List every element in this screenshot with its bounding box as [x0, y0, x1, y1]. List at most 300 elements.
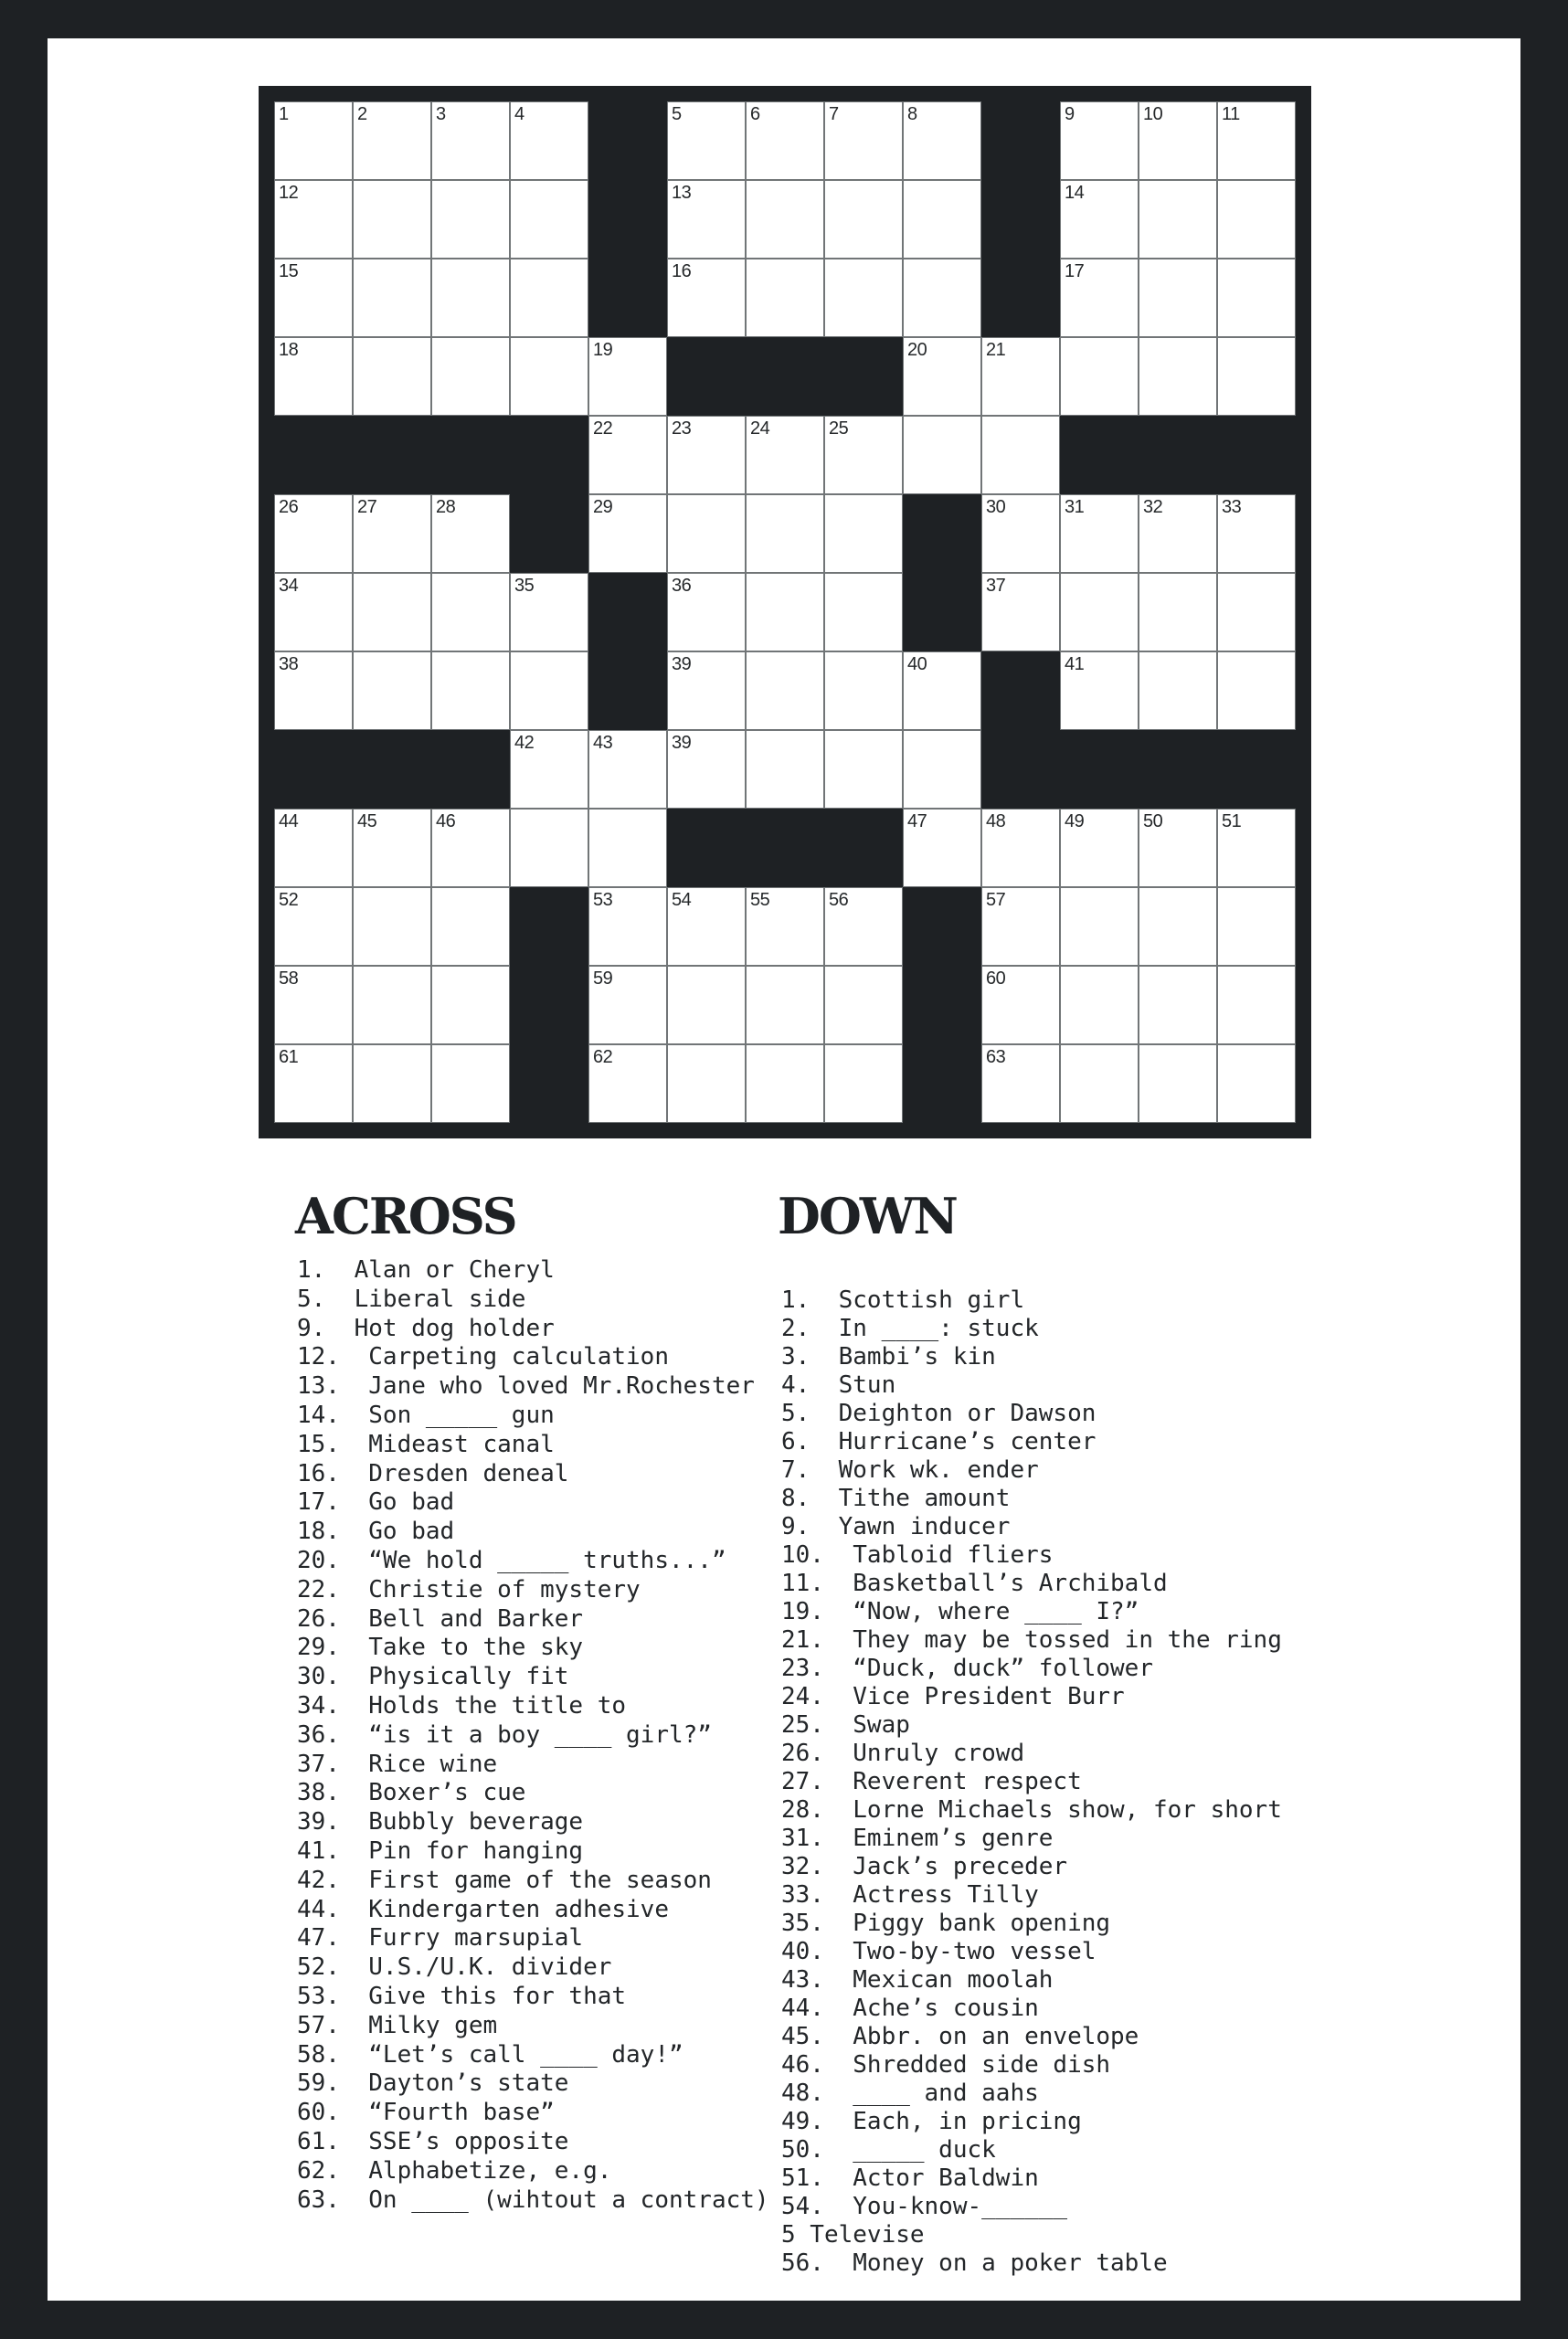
- cell-number: 57: [986, 890, 1006, 910]
- clue-line: 36. “is it a boy ____ girl?”: [297, 1720, 712, 1749]
- clue-line: 18. Go bad: [297, 1518, 455, 1546]
- grid-cell[interactable]: [1139, 180, 1217, 259]
- clue-line: 21. They may be tossed in the ring: [781, 1626, 1282, 1654]
- clue-line: 9. Yawn inducer: [781, 1513, 1011, 1540]
- grid-cell[interactable]: [274, 180, 353, 259]
- grid-cell[interactable]: [824, 416, 903, 494]
- cell-number: 26: [279, 497, 299, 517]
- grid-cell[interactable]: [667, 966, 746, 1044]
- cell-number: 43: [593, 733, 613, 753]
- cell-number: 51: [1222, 811, 1242, 831]
- clue-line: 26. Unruly crowd: [781, 1740, 1025, 1767]
- grid-cell[interactable]: [1217, 966, 1296, 1044]
- clue-line: 6. Hurricane’s center: [781, 1428, 1097, 1455]
- grid-cell[interactable]: [1217, 887, 1296, 966]
- grid-cell[interactable]: [431, 966, 510, 1044]
- grid-cell[interactable]: [274, 887, 353, 966]
- clue-line: 30. Physically fit: [297, 1663, 569, 1691]
- grid-cell-black: [588, 573, 667, 651]
- cell-number: 1: [279, 104, 289, 124]
- grid-cell[interactable]: [431, 337, 510, 416]
- grid-cell-black: [353, 730, 431, 809]
- grid-cell[interactable]: [1217, 259, 1296, 337]
- grid-cell[interactable]: [903, 101, 981, 180]
- clue-line: 15. Mideast canal: [297, 1430, 555, 1458]
- cell-number: 45: [357, 811, 377, 831]
- clue-line: 49. Each, in pricing: [781, 2108, 1082, 2135]
- grid-cell[interactable]: [353, 887, 431, 966]
- grid-cell[interactable]: [1139, 101, 1217, 180]
- clue-line: 41. Pin for hanging: [297, 1836, 584, 1865]
- grid-cell[interactable]: [510, 259, 588, 337]
- grid-cell[interactable]: [274, 573, 353, 651]
- cell-number: 7: [829, 104, 839, 124]
- cell-number: 5: [672, 104, 682, 124]
- grid-cell[interactable]: [1060, 180, 1139, 259]
- grid-cell[interactable]: [353, 966, 431, 1044]
- grid-cell[interactable]: [981, 1044, 1060, 1123]
- grid-cell[interactable]: [274, 651, 353, 730]
- clue-line: 48. ____ and aahs: [781, 2080, 1039, 2107]
- clue-line: 54. You-know-______: [781, 2193, 1068, 2220]
- grid-cell[interactable]: [431, 573, 510, 651]
- grid-cell[interactable]: [903, 651, 981, 730]
- grid-cell[interactable]: [981, 494, 1060, 573]
- grid-cell[interactable]: [510, 730, 588, 809]
- crossword-grid-cells: [274, 101, 1296, 1123]
- grid-cell[interactable]: [431, 809, 510, 887]
- grid-cell-black: [667, 809, 746, 887]
- grid-cell[interactable]: [746, 180, 824, 259]
- clue-line: 5. Deighton or Dawson: [781, 1400, 1097, 1427]
- grid-cell[interactable]: [667, 416, 746, 494]
- clue-line: 29. Take to the sky: [297, 1634, 584, 1662]
- across-heading: ACROSS: [295, 1187, 516, 1245]
- clue-line: 32. Jack’s preceder: [781, 1853, 1068, 1880]
- grid-cell-black: [1139, 730, 1217, 809]
- grid-cell[interactable]: [1139, 494, 1217, 573]
- clue-line: 28. Lorne Michaels show, for short: [781, 1796, 1282, 1824]
- grid-cell-black: [903, 966, 981, 1044]
- grid-cell[interactable]: [1060, 494, 1139, 573]
- cell-number: 59: [593, 968, 613, 989]
- grid-cell[interactable]: [431, 180, 510, 259]
- grid-cell[interactable]: [353, 337, 431, 416]
- grid-cell[interactable]: [746, 887, 824, 966]
- cell-number: 39: [672, 654, 692, 674]
- clue-line: 26. Bell and Barker: [297, 1604, 584, 1633]
- clue-line: 12. Carpeting calculation: [297, 1343, 669, 1371]
- clue-line: 20. “We hold _____ truths...”: [297, 1546, 726, 1574]
- cell-number: 58: [279, 968, 299, 989]
- clue-line: 4. Stun: [781, 1371, 896, 1399]
- grid-cell-black: [903, 494, 981, 573]
- clue-line: 51. Actor Baldwin: [781, 2164, 1039, 2192]
- grid-cell[interactable]: [274, 494, 353, 573]
- cell-number: 9: [1065, 104, 1075, 124]
- cell-number: 11: [1222, 104, 1240, 124]
- cell-number: 21: [986, 340, 1006, 360]
- grid-cell[interactable]: [981, 887, 1060, 966]
- grid-cell-black: [431, 730, 510, 809]
- cell-number: 42: [514, 733, 535, 753]
- grid-cell[interactable]: [588, 730, 667, 809]
- grid-cell[interactable]: [746, 494, 824, 573]
- cell-number: 55: [750, 890, 770, 910]
- grid-cell[interactable]: [667, 259, 746, 337]
- down-clue-list: [781, 1286, 1282, 2278]
- cell-number: 47: [907, 811, 927, 831]
- cell-number: 31: [1065, 497, 1085, 517]
- grid-cell[interactable]: [588, 416, 667, 494]
- clue-line: 61. SSE’s opposite: [297, 2127, 569, 2155]
- crossword-grid: [259, 86, 1311, 1138]
- grid-cell[interactable]: [1139, 573, 1217, 651]
- grid-cell[interactable]: [667, 180, 746, 259]
- cell-number: 37: [986, 576, 1006, 596]
- cell-number: 2: [357, 104, 367, 124]
- grid-cell-black: [981, 651, 1060, 730]
- grid-cell-black: [510, 416, 588, 494]
- cell-number: 6: [750, 104, 760, 124]
- cell-number: 44: [279, 811, 299, 831]
- grid-cell-black: [746, 809, 824, 887]
- clue-line: 57. Milky gem: [297, 2011, 498, 2039]
- grid-cell[interactable]: [903, 259, 981, 337]
- cell-number: 29: [593, 497, 613, 517]
- grid-cell-black: [510, 494, 588, 573]
- clue-line: 56. Money on a poker table: [781, 2249, 1168, 2277]
- clue-line: 62. Alphabetize, e.g.: [297, 2156, 612, 2185]
- grid-cell[interactable]: [588, 809, 667, 887]
- clue-line: 1. Scottish girl: [781, 1286, 1025, 1314]
- grid-cell[interactable]: [1139, 809, 1217, 887]
- clue-line: 60. “Fourth base”: [297, 2099, 555, 2127]
- grid-cell-black: [1139, 416, 1217, 494]
- clue-line: 27. Reverent respect: [781, 1768, 1082, 1795]
- clue-line: 25. Swap: [781, 1711, 910, 1739]
- cell-number: 36: [672, 576, 692, 596]
- clue-line: 5. Liberal side: [297, 1285, 526, 1313]
- clue-line: 31. Eminem’s genre: [781, 1825, 1054, 1852]
- grid-cell[interactable]: [903, 730, 981, 809]
- clue-line: 59. Dayton’s state: [297, 2069, 569, 2098]
- cell-number: 38: [279, 654, 299, 674]
- grid-cell[interactable]: [903, 809, 981, 887]
- grid-cell[interactable]: [353, 1044, 431, 1123]
- grid-cell[interactable]: [746, 416, 824, 494]
- grid-cell-black: [1060, 416, 1139, 494]
- grid-cell[interactable]: [824, 573, 903, 651]
- grid-cell[interactable]: [981, 337, 1060, 416]
- grid-cell[interactable]: [981, 809, 1060, 887]
- grid-cell[interactable]: [431, 101, 510, 180]
- grid-cell[interactable]: [353, 180, 431, 259]
- grid-cell[interactable]: [274, 259, 353, 337]
- grid-cell[interactable]: [510, 337, 588, 416]
- grid-cell[interactable]: [667, 573, 746, 651]
- clue-line: 16. Dresden deneal: [297, 1459, 569, 1487]
- cell-number: 27: [357, 497, 377, 517]
- clue-line: 40. Two-by-two vessel: [781, 1938, 1097, 1965]
- clue-line: 13. Jane who loved Mr.Rochester: [297, 1372, 755, 1401]
- clue-line: 52. U.S./U.K. divider: [297, 1953, 612, 1982]
- clue-line: 14. Son _____ gun: [297, 1401, 555, 1429]
- clue-line: 5 Televise: [781, 2221, 925, 2249]
- cell-number: 30: [986, 497, 1006, 517]
- clue-line: 19. “Now, where ____ I?”: [781, 1598, 1139, 1625]
- grid-cell[interactable]: [431, 259, 510, 337]
- grid-cell[interactable]: [510, 651, 588, 730]
- cell-number: 4: [514, 104, 524, 124]
- grid-cell[interactable]: [824, 651, 903, 730]
- cell-number: 60: [986, 968, 1006, 989]
- cell-number: 52: [279, 890, 299, 910]
- clue-line: 10. Tabloid fliers: [781, 1541, 1054, 1569]
- grid-cell[interactable]: [824, 259, 903, 337]
- grid-cell[interactable]: [1217, 651, 1296, 730]
- clue-line: 44. Ache’s cousin: [781, 1995, 1039, 2022]
- cell-number: 25: [829, 418, 849, 439]
- grid-cell-black: [981, 730, 1060, 809]
- cell-number: 34: [279, 576, 299, 596]
- grid-cell-black: [431, 416, 510, 494]
- grid-cell[interactable]: [431, 1044, 510, 1123]
- grid-cell[interactable]: [667, 651, 746, 730]
- clue-line: 9. Hot dog holder: [297, 1314, 555, 1342]
- clue-line: 46. Shredded side dish: [781, 2051, 1111, 2079]
- grid-cell-black: [588, 651, 667, 730]
- grid-cell[interactable]: [667, 494, 746, 573]
- grid-cell[interactable]: [746, 259, 824, 337]
- grid-cell[interactable]: [903, 180, 981, 259]
- clue-line: 3. Bambi’s kin: [781, 1343, 996, 1371]
- grid-cell[interactable]: [1217, 1044, 1296, 1123]
- grid-cell[interactable]: [1217, 494, 1296, 573]
- grid-cell-black: [981, 259, 1060, 337]
- grid-cell-black: [1217, 730, 1296, 809]
- cell-number: 46: [436, 811, 456, 831]
- grid-cell[interactable]: [431, 887, 510, 966]
- grid-cell[interactable]: [746, 573, 824, 651]
- grid-cell-black: [588, 180, 667, 259]
- cell-number: 56: [829, 890, 849, 910]
- clue-line: 24. Vice President Burr: [781, 1683, 1125, 1710]
- grid-cell[interactable]: [431, 494, 510, 573]
- cell-number: 32: [1143, 497, 1163, 517]
- cell-number: 61: [279, 1047, 299, 1067]
- grid-cell[interactable]: [510, 180, 588, 259]
- clue-line: 63. On ____ (wihtout a contract): [297, 2186, 769, 2214]
- clue-line: 44. Kindergarten adhesive: [297, 1895, 669, 1923]
- cell-number: 62: [593, 1047, 613, 1067]
- grid-cell[interactable]: [510, 809, 588, 887]
- clue-line: 2. In ____: stuck: [781, 1315, 1039, 1342]
- grid-cell[interactable]: [588, 494, 667, 573]
- grid-cell[interactable]: [1217, 809, 1296, 887]
- grid-cell[interactable]: [824, 966, 903, 1044]
- grid-cell-black: [1060, 730, 1139, 809]
- cell-number: 50: [1143, 811, 1163, 831]
- grid-cell[interactable]: [1139, 337, 1217, 416]
- across-clue-list: [297, 1256, 769, 2215]
- grid-cell[interactable]: [510, 573, 588, 651]
- grid-cell[interactable]: [588, 966, 667, 1044]
- grid-cell[interactable]: [1139, 966, 1217, 1044]
- cell-number: 63: [986, 1047, 1006, 1067]
- grid-cell[interactable]: [746, 101, 824, 180]
- clue-line: 39. Bubbly beverage: [297, 1808, 584, 1836]
- clue-line: 42. First game of the season: [297, 1866, 712, 1894]
- grid-cell-black: [353, 416, 431, 494]
- cell-number: 53: [593, 890, 613, 910]
- grid-cell[interactable]: [274, 101, 353, 180]
- grid-cell-black: [510, 887, 588, 966]
- grid-cell[interactable]: [746, 730, 824, 809]
- grid-cell[interactable]: [1060, 966, 1139, 1044]
- cell-number: 12: [279, 183, 299, 203]
- cell-number: 49: [1065, 811, 1085, 831]
- grid-cell[interactable]: [274, 966, 353, 1044]
- grid-cell[interactable]: [588, 337, 667, 416]
- cell-number: 33: [1222, 497, 1242, 517]
- clue-line: 38. Boxer’s cue: [297, 1779, 526, 1807]
- grid-cell-black: [903, 1044, 981, 1123]
- cell-number: 14: [1065, 183, 1085, 203]
- grid-cell-black: [824, 337, 903, 416]
- grid-cell[interactable]: [353, 101, 431, 180]
- grid-cell[interactable]: [353, 651, 431, 730]
- grid-cell[interactable]: [274, 337, 353, 416]
- clue-line: 35. Piggy bank opening: [781, 1910, 1111, 1937]
- grid-cell[interactable]: [353, 259, 431, 337]
- grid-cell-black: [746, 337, 824, 416]
- cell-number: 23: [672, 418, 692, 439]
- cell-number: 18: [279, 340, 299, 360]
- grid-cell[interactable]: [1060, 337, 1139, 416]
- clue-line: 37. Rice wine: [297, 1750, 498, 1778]
- grid-cell-black: [981, 101, 1060, 180]
- grid-cell[interactable]: [1060, 1044, 1139, 1123]
- clue-line: 8. Tithe amount: [781, 1485, 1011, 1512]
- grid-cell[interactable]: [824, 887, 903, 966]
- clue-line: 47. Furry marsupial: [297, 1924, 584, 1953]
- grid-cell[interactable]: [903, 337, 981, 416]
- clue-line: 33. Actress Tilly: [781, 1881, 1039, 1909]
- grid-cell[interactable]: [588, 887, 667, 966]
- clue-line: 7. Work wk. ender: [781, 1456, 1039, 1484]
- grid-cell[interactable]: [1217, 337, 1296, 416]
- cell-number: 13: [672, 183, 692, 203]
- grid-cell[interactable]: [824, 101, 903, 180]
- cell-number: 19: [593, 340, 613, 360]
- grid-cell[interactable]: [746, 1044, 824, 1123]
- grid-cell[interactable]: [824, 494, 903, 573]
- clue-line: 34. Holds the title to: [297, 1691, 627, 1720]
- cell-number: 41: [1065, 654, 1085, 674]
- grid-cell[interactable]: [1060, 887, 1139, 966]
- cell-number: 39: [672, 733, 692, 753]
- cell-number: 24: [750, 418, 770, 439]
- grid-cell[interactable]: [981, 573, 1060, 651]
- clue-line: 23. “Duck, duck” follower: [781, 1655, 1153, 1682]
- cell-number: 20: [907, 340, 927, 360]
- grid-cell-black: [667, 337, 746, 416]
- clue-line: 17. Go bad: [297, 1488, 455, 1517]
- grid-cell-black: [588, 101, 667, 180]
- grid-cell-black: [510, 1044, 588, 1123]
- grid-cell[interactable]: [431, 651, 510, 730]
- grid-cell[interactable]: [510, 101, 588, 180]
- clue-line: 22. Christie of mystery: [297, 1575, 641, 1603]
- cell-number: 22: [593, 418, 613, 439]
- grid-cell[interactable]: [1139, 887, 1217, 966]
- grid-cell[interactable]: [1139, 1044, 1217, 1123]
- grid-cell-black: [903, 887, 981, 966]
- grid-cell[interactable]: [746, 651, 824, 730]
- grid-cell[interactable]: [1217, 180, 1296, 259]
- grid-cell-black: [981, 180, 1060, 259]
- grid-cell[interactable]: [1217, 101, 1296, 180]
- grid-cell[interactable]: [667, 887, 746, 966]
- grid-cell[interactable]: [1217, 573, 1296, 651]
- grid-cell[interactable]: [667, 1044, 746, 1123]
- cell-number: 8: [907, 104, 917, 124]
- grid-cell[interactable]: [667, 730, 746, 809]
- grid-cell[interactable]: [1139, 651, 1217, 730]
- grid-cell[interactable]: [274, 1044, 353, 1123]
- cell-number: 35: [514, 576, 535, 596]
- grid-cell[interactable]: [824, 730, 903, 809]
- cell-number: 17: [1065, 261, 1085, 281]
- grid-cell[interactable]: [588, 1044, 667, 1123]
- grid-cell[interactable]: [353, 573, 431, 651]
- grid-cell[interactable]: [824, 1044, 903, 1123]
- paper-page: [48, 38, 1520, 2301]
- grid-cell-black: [274, 730, 353, 809]
- grid-cell[interactable]: [1139, 259, 1217, 337]
- clue-line: 58. “Let’s call ____ day!”: [297, 2040, 683, 2069]
- cell-number: 28: [436, 497, 456, 517]
- grid-cell[interactable]: [1060, 809, 1139, 887]
- grid-cell[interactable]: [353, 494, 431, 573]
- clue-line: 43. Mexican moolah: [781, 1966, 1054, 1994]
- grid-cell-black: [1217, 416, 1296, 494]
- grid-cell[interactable]: [274, 809, 353, 887]
- cell-number: 16: [672, 261, 692, 281]
- grid-cell-black: [824, 809, 903, 887]
- grid-cell[interactable]: [981, 966, 1060, 1044]
- clue-line: 1. Alan or Cheryl: [297, 1256, 555, 1284]
- grid-cell[interactable]: [353, 809, 431, 887]
- grid-cell[interactable]: [1060, 101, 1139, 180]
- grid-cell[interactable]: [746, 966, 824, 1044]
- grid-cell[interactable]: [1060, 259, 1139, 337]
- grid-cell-black: [274, 416, 353, 494]
- grid-cell[interactable]: [981, 416, 1060, 494]
- clue-line: 53. Give this for that: [297, 1982, 627, 2010]
- grid-cell[interactable]: [1060, 573, 1139, 651]
- down-heading: DOWN: [778, 1187, 957, 1245]
- grid-cell[interactable]: [824, 180, 903, 259]
- cell-number: 15: [279, 261, 299, 281]
- cell-number: 48: [986, 811, 1006, 831]
- grid-cell[interactable]: [667, 101, 746, 180]
- grid-cell[interactable]: [903, 416, 981, 494]
- grid-cell[interactable]: [1060, 651, 1139, 730]
- cell-number: 3: [436, 104, 446, 124]
- grid-cell-black: [588, 259, 667, 337]
